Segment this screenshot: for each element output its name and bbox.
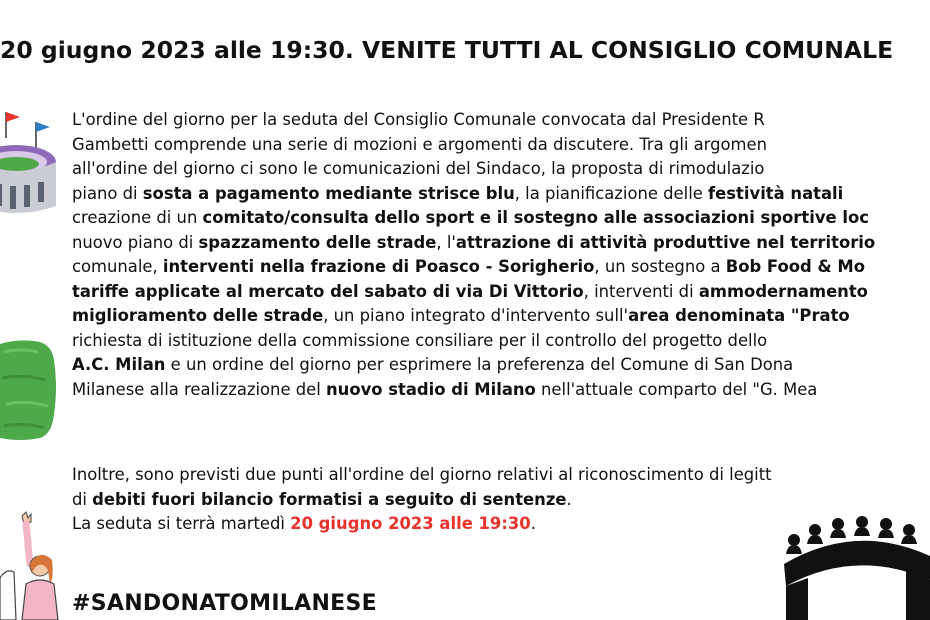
text-segment: . xyxy=(566,489,572,509)
paragraph-line xyxy=(72,206,930,231)
meeting-date-highlight: 20 giugno 2023 alle 19:30 xyxy=(290,514,531,533)
stadium-icon xyxy=(0,108,58,218)
text-segment: nuovo piano di xyxy=(72,232,199,252)
bold-text: comitato/consulta dello sport e il sostegno alle associazioni sportive loc xyxy=(202,208,869,227)
hashtag: #SANDONATOMILANESE xyxy=(72,591,377,616)
paragraph-line xyxy=(72,182,930,207)
footer-line xyxy=(72,488,772,513)
text-segment: , interventi di xyxy=(583,281,699,301)
paragraph-line xyxy=(72,304,930,329)
text-segment: Milanese alla realizzazione del xyxy=(72,379,326,399)
text-segment: , l' xyxy=(436,232,456,252)
text-segment: Inoltre, sono previsti due punti all'ordine del giorno relativi al riconoscimento di legitt xyxy=(72,465,772,484)
text-segment: , un piano integrato d'intervento sull' xyxy=(323,306,629,325)
waving-person-icon xyxy=(0,508,62,620)
paragraph-line xyxy=(72,255,930,280)
text-segment: La seduta si terrà martedì xyxy=(72,514,291,533)
paragraph-line xyxy=(72,280,930,305)
paragraph-line xyxy=(72,378,930,403)
text-segment: Gambetti comprende una serie di mozioni e argomenti da discutere. Tra gli argomen xyxy=(72,134,767,154)
bold-text: miglioramento delle strade xyxy=(72,306,324,325)
text-segment: L'ordine del giorno per la seduta del Consiglio Comunale convocata dal Presidente R xyxy=(72,110,765,129)
paragraph-line xyxy=(72,108,930,133)
text-segment: , un sostegno a xyxy=(594,257,726,276)
bold-text: area denominata "Prato xyxy=(628,306,850,325)
agenda-paragraph xyxy=(72,108,930,438)
council-chamber-icon xyxy=(782,516,930,620)
paragraph-line xyxy=(72,329,930,354)
bold-text: debiti fuori bilancio formatisi a seguito di sentenze xyxy=(92,489,567,509)
paragraph-line xyxy=(72,157,930,182)
text-segment: di xyxy=(72,489,93,509)
text-segment: nell'attuale comparto del "G. Mea xyxy=(535,379,818,399)
text-segment: comunale, xyxy=(72,257,163,276)
page-title: 20 giugno 2023 alle 19:30. VENITE TUTTI AL CONSIGLIO COMUNALE xyxy=(0,36,894,64)
bold-text: interventi nella frazione di Poasco - Sorigherio xyxy=(162,257,595,276)
text-segment: e un ordine del giorno per esprimere la preferenza del Comune di San Dona xyxy=(165,355,794,374)
text-segment: . xyxy=(530,514,536,533)
bold-text: Bob Food & Mo xyxy=(725,257,865,276)
bold-text: tariffe applicate al mercato del sabato di via Di Vittorio xyxy=(72,281,584,301)
text-segment: richiesta di istituzione della commissione consiliare per il controllo del progetto dello xyxy=(72,330,768,350)
text-segment: all'ordine del giorno ci sono le comunicazioni del Sindaco, la proposta di rimodulazio xyxy=(72,159,765,178)
paragraph-line xyxy=(72,353,930,378)
bold-text: spazzamento delle strade xyxy=(198,232,437,252)
bold-text: attrazione di attività produttive nel territorio xyxy=(455,232,876,252)
bold-text: ammodernamento xyxy=(698,281,868,301)
grass-field-icon xyxy=(0,338,58,444)
footer-line xyxy=(72,512,772,537)
bold-text: nuovo stadio di Milano xyxy=(326,379,536,399)
text-segment: piano di xyxy=(72,183,143,203)
bold-text: A.C. Milan xyxy=(72,355,166,374)
text-segment: , la pianificazione delle xyxy=(514,183,709,203)
paragraph-line xyxy=(72,133,930,158)
bold-text: festività natali xyxy=(708,183,844,203)
bold-text: sosta a pagamento mediante strisce blu xyxy=(142,183,515,203)
text-segment: creazione di un xyxy=(72,208,203,227)
footer-line xyxy=(72,463,772,488)
additional-info-paragraph xyxy=(72,463,772,553)
paragraph-line xyxy=(72,231,930,256)
